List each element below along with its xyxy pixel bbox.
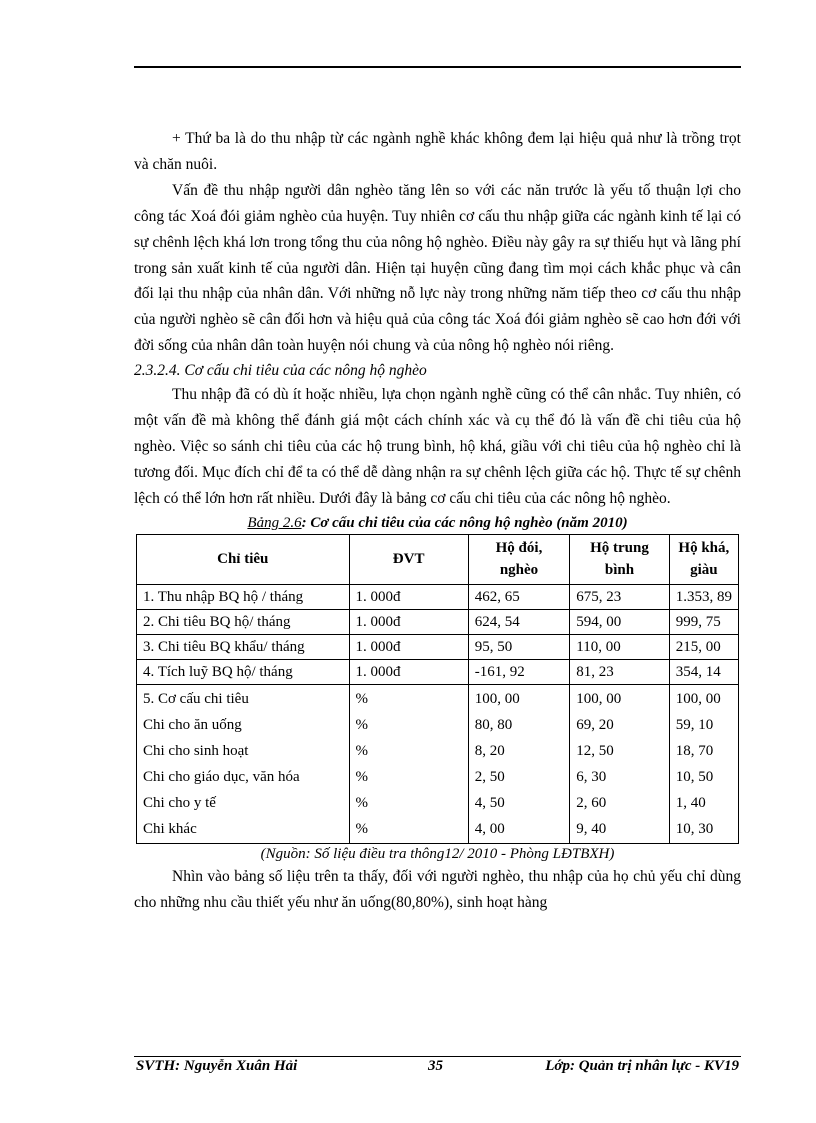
footer-class: Lớp: Quản trị nhân lực - KV19 bbox=[545, 1058, 739, 1074]
group-line: Chi khác bbox=[143, 820, 197, 837]
table-cell-group bbox=[669, 684, 738, 843]
table-cell-group bbox=[349, 684, 468, 843]
table-cell-group bbox=[570, 684, 669, 843]
table-cell: 1. 000đ bbox=[349, 609, 468, 634]
table-cell: 2. Chi tiêu BQ hộ/ tháng bbox=[137, 609, 350, 634]
header-cell: Hộ trung bình bbox=[570, 534, 669, 584]
group-line: 2, 50 bbox=[474, 768, 505, 785]
table-cell: 1. 000đ bbox=[349, 659, 468, 684]
table-cell: 675, 23 bbox=[570, 584, 669, 609]
table-cell: 215, 00 bbox=[669, 634, 738, 659]
group-line: % bbox=[355, 820, 369, 837]
table-row-structure-group bbox=[137, 684, 739, 843]
group-line: 12, 50 bbox=[576, 742, 614, 759]
group-line: Chi cho sinh hoạt bbox=[143, 742, 249, 759]
expenditure-table bbox=[136, 534, 739, 844]
group-line: 5. Cơ cấu chi tiêu bbox=[143, 690, 249, 707]
group-line: 18, 70 bbox=[675, 742, 714, 759]
table-row bbox=[137, 609, 739, 634]
footer-student: SVTH: Nguyễn Xuân Hải bbox=[136, 1058, 298, 1074]
table-cell: 81, 23 bbox=[570, 659, 669, 684]
table-row bbox=[137, 634, 739, 659]
group-line: % bbox=[355, 768, 369, 785]
table-cell: 462, 65 bbox=[468, 584, 570, 609]
table-cell: 354, 14 bbox=[669, 659, 738, 684]
header-cell: Hộ đói, nghèo bbox=[468, 534, 570, 584]
table-cell: 1. 000đ bbox=[349, 584, 468, 609]
page-number: 35 bbox=[428, 1058, 443, 1074]
table-cell: 4. Tích luỹ BQ hộ/ tháng bbox=[137, 659, 350, 684]
table-row bbox=[137, 659, 739, 684]
footer-rule bbox=[134, 1056, 741, 1057]
paragraph-2: Vấn đề thu nhập người dân nghèo tăng lên so với các năn trước là yếu tố thuận lợi cho công tác Xoá đói giảm nghèo của huyện. Tuy nhiên cơ cấu thu nhập giữa các ngành kinh tế lại có sự chênh lệch khá lơn trong tổng thu của nông hộ nghèo. Điều này gây ra sự thiếu hụt và lãng phí trong sản xuất kinh tế của người dân. Hiện tại huyện cũng đang tìm mọi cách khắc phục và cân đối lại thu nhập của nhân dân. Với những nỗ lực này trong những năm tiếp theo cơ cấu thu nhập của người nghèo sẽ cân đối hơn và hiệu quả của công tác Xoá đói giảm nghèo sẽ cao hơn đới với đời sống của nhân dân toàn huyện nói chung và của nông hộ nghèo nói riêng. bbox=[134, 181, 741, 355]
table-cell: 1. 000đ bbox=[349, 634, 468, 659]
table-cell: 999, 75 bbox=[669, 609, 738, 634]
header-cell: Hộ khá, giàu bbox=[669, 534, 738, 584]
group-line: 8, 20 bbox=[474, 742, 505, 759]
paragraph-3: Thu nhập đã có dù ít hoặc nhiều, lựa chọn ngành nghề cũng có thể cân nhắc. Tuy nhiên, có một vấn đề mà không thể đánh giá một cách chính xác và cụ thể đó là vấn đề chi tiêu của hộ nghèo. Việc so sánh chi tiêu của các hộ trung bình, hộ khá, giầu với chi tiêu của hộ nghèo chỉ là tương đối. Mục đích chỉ để ta có thể dễ dàng nhận ra sự chênh lệch giữa các hộ. Thực tế sự chênh lệch có thể lớn hơn rất nhiều. Dưới đây là bảng cơ cấu chi tiêu của các nông hộ nghèo. bbox=[134, 386, 741, 507]
group-line: % bbox=[355, 690, 369, 707]
header-cell: ĐVT bbox=[349, 534, 468, 584]
group-line: 4, 50 bbox=[474, 794, 505, 811]
table-caption-label: Bảng 2.6 bbox=[247, 514, 302, 531]
page-body bbox=[134, 126, 741, 916]
group-line: 1, 40 bbox=[675, 794, 706, 811]
group-line: 2, 60 bbox=[576, 794, 607, 811]
header-cell: Chỉ tiêu bbox=[137, 534, 350, 584]
group-line: 69, 20 bbox=[576, 716, 614, 733]
group-line: 4, 00 bbox=[474, 820, 505, 837]
group-line: 100, 00 bbox=[474, 690, 520, 707]
table-cell: 95, 50 bbox=[468, 634, 570, 659]
table-caption bbox=[134, 512, 741, 534]
group-line: 100, 00 bbox=[576, 690, 622, 707]
group-line: 80, 80 bbox=[474, 716, 513, 733]
group-line: % bbox=[355, 716, 369, 733]
group-line: % bbox=[355, 794, 369, 811]
header-rule bbox=[134, 66, 741, 68]
group-line: 100, 00 bbox=[675, 690, 721, 707]
table-caption-title: : Cơ cấu chi tiêu của các nông hộ nghèo (năm 2010) bbox=[301, 514, 628, 531]
table-cell: 3. Chi tiêu BQ khẩu/ tháng bbox=[137, 634, 350, 659]
table-cell: 1.353, 89 bbox=[669, 584, 738, 609]
table-cell: -161, 92 bbox=[468, 659, 570, 684]
table-cell: 624, 54 bbox=[468, 609, 570, 634]
group-line: % bbox=[355, 742, 369, 759]
group-line: Chi cho ăn uống bbox=[143, 716, 242, 733]
table-cell-group bbox=[137, 684, 350, 843]
table-cell: 110, 00 bbox=[570, 634, 669, 659]
group-line: 59, 10 bbox=[675, 716, 714, 733]
table-cell: 1. Thu nhập BQ hộ / tháng bbox=[137, 584, 350, 609]
table-header-row bbox=[137, 534, 739, 584]
table-cell: 594, 00 bbox=[570, 609, 669, 634]
group-line: Chi cho y tế bbox=[143, 794, 216, 811]
group-line: Chi cho giáo dục, văn hóa bbox=[143, 768, 300, 785]
table-cell-group bbox=[468, 684, 570, 843]
table-row bbox=[137, 584, 739, 609]
group-line: 10, 30 bbox=[675, 820, 714, 837]
paragraph-1: + Thứ ba là do thu nhập từ các ngành nghề khác không đem lại hiệu quả như là trồng trọt và chăn nuôi. bbox=[134, 130, 741, 173]
section-heading: 2.3.2.4. Cơ cấu chi tiêu của các nông hộ nghèo bbox=[134, 362, 427, 380]
page-footer bbox=[134, 1058, 741, 1080]
table-source: (Nguồn: Số liệu điều tra thông12/ 2010 - Phòng LĐTBXH) bbox=[260, 845, 615, 862]
paragraph-4: Nhìn vào bảng số liệu trên ta thấy, đối với người nghèo, thu nhập của họ chủ yếu chỉ dùng cho những nhu cầu thiết yếu như ăn uống(80,80%), sinh hoạt hàng bbox=[134, 867, 741, 911]
group-line: 10, 50 bbox=[675, 768, 714, 785]
group-line: 9, 40 bbox=[576, 820, 607, 837]
group-line: 6, 30 bbox=[576, 768, 607, 785]
